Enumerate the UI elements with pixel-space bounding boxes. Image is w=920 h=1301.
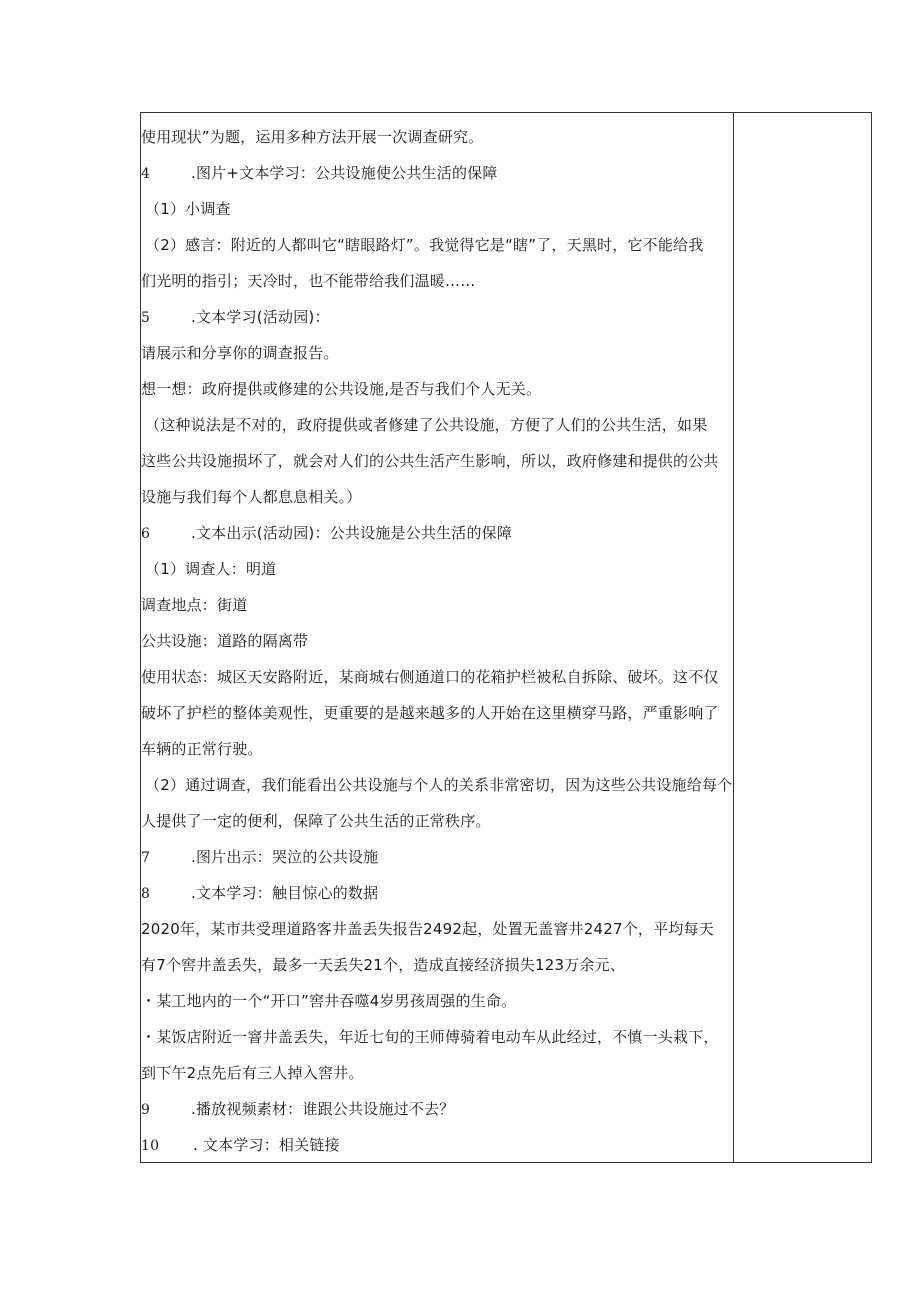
item-number: 6: [141, 526, 151, 542]
text-line: 2020年，某市共受理道路客井盖丢失报告2492起，处置无盖窨井2427个，平均每天: [141, 920, 714, 938]
heading-text: .文本学习(活动园)：: [191, 308, 330, 326]
numbered-heading: [141, 1135, 340, 1156]
item-number: 9: [141, 1102, 151, 1118]
text-line: 想一想：政府提供或修建的公共设施,是否与我们个人无关。: [141, 380, 542, 398]
numbered-heading: [141, 523, 512, 544]
bullet-line: ・某工地内的一个“开口”窖井吞噬4岁男孩周强的生命。: [141, 992, 517, 1010]
heading-text: .文本学习：触目惊心的数据: [191, 884, 379, 902]
text-line: （2）感言：附近的人都叫它“瞎眼路灯”。我觉得它是“瞎”了，天黑时，它不能给我: [145, 236, 704, 254]
heading-text: .图片+文本学习：公共设施使公共生活的保障: [191, 164, 498, 182]
text-line: 人提供了一定的便利，保障了公共生活的正常秩序。: [141, 812, 491, 830]
item-number: 7: [141, 850, 151, 866]
item-number: 8: [141, 886, 151, 902]
lesson-table: [140, 112, 872, 1163]
text-line: 设施与我们每个人都息息相关。）: [141, 488, 362, 506]
text-line: 请展示和分享你的调查报告。: [141, 344, 339, 362]
text-line: 车辆的正常行驶。: [141, 740, 263, 758]
text-line: 使用现状”为题，运用多种方法开展一次调查研究。: [141, 128, 484, 146]
text-line: （这种说法是不对的，政府提供或者修建了公共设施，方便了人们的公共生活，如果: [145, 416, 708, 434]
text-line: 有7个窖井盖丢失，最多一天丢失21个，造成直接经济损失123万余元、: [141, 956, 626, 974]
bullet-line: ・某饭店附近一窨井盖丢失，年近七旬的王师傅骑着电动车从此经过，不慎一头栽下，: [141, 1028, 719, 1046]
item-number: 4: [141, 166, 151, 182]
item-number: 10: [141, 1138, 160, 1154]
text-line: 调查地点：街道: [141, 596, 248, 614]
text-line: 公共设施：道路的隔离带: [141, 632, 309, 650]
heading-text: . 文本学习：相关链接: [193, 1136, 340, 1154]
numbered-heading: [141, 1099, 454, 1120]
heading-text: .图片出示：哭泣的公共设施: [191, 848, 379, 866]
text-line: 们光明的指引；天冷时，也不能带给我们温暖……: [141, 272, 476, 290]
text-line: 破坏了护栏的整体美观性，更重要的是越来越多的人开始在这里横穿马路，严重影响了: [141, 704, 719, 722]
numbered-heading: [141, 163, 498, 184]
heading-text: .文本出示(活动园)：公共设施是公共生活的保障: [191, 524, 513, 542]
numbered-heading: [141, 847, 378, 868]
text-line: 到下午2点先后有三人掉入窖井。: [141, 1064, 364, 1082]
heading-text: .播放视频素材：谁跟公共设施过不去？: [191, 1100, 455, 1118]
text-line: 使用状态：城区天安路附近，某商城右侧通道口的花箱护栏被私自拆除、破坏。这不仅: [141, 668, 719, 686]
numbered-heading: [141, 307, 330, 328]
text-line: 这些公共设施损坏了，就会对人们的公共生活产生影响，所以，政府修建和提供的公共: [141, 452, 719, 470]
text-line: （1）调查人：明道: [145, 560, 277, 578]
text-line: （1）小调查: [145, 200, 231, 218]
text-line: （2）通过调查，我们能看出公共设施与个人的关系非常密切，因为这些公共设施给每个: [145, 776, 733, 794]
numbered-heading: [141, 883, 378, 904]
column-divider: [733, 113, 734, 1162]
item-number: 5: [141, 310, 151, 326]
